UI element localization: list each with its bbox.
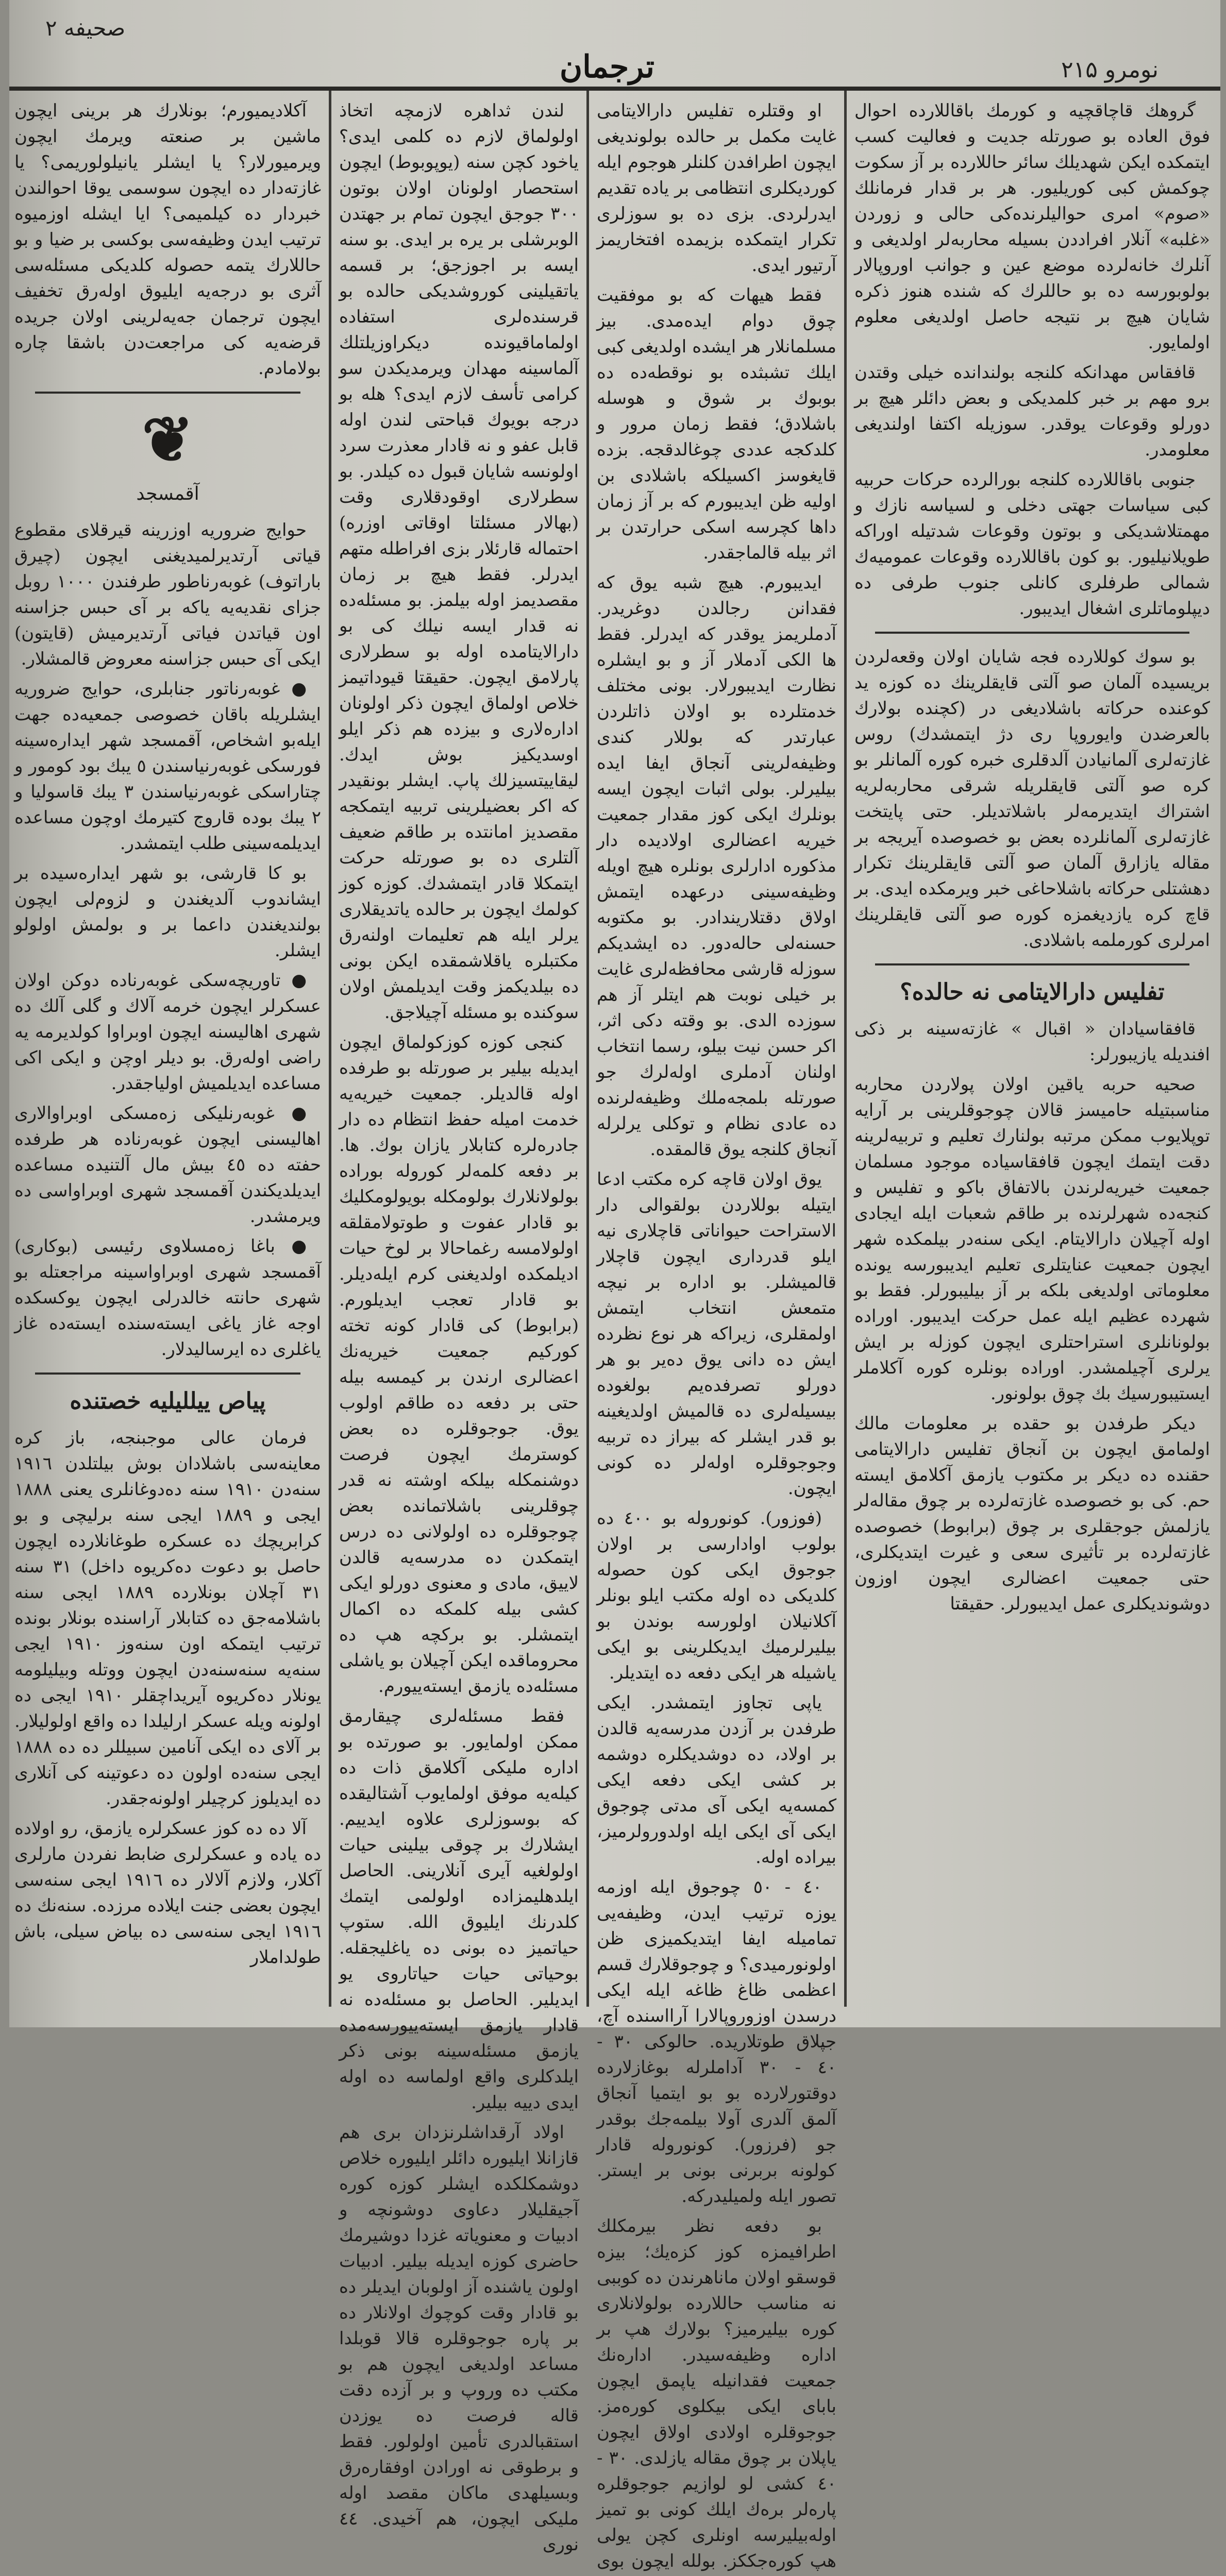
paragraph: گروهك قاچاقچیه و كورمك باقاللارده احوال فوق العاده بو صورتله جدیت و فعالیت كسب ایتمكده ایكن شهدیلك سائر حاللارده بر آز سكوت چوكمش كبی كوریلیور. هر بر قدار فرمانلك «صوم» امری حواليلرنده‌كی حالی و زوردن «غلبه» آنلار افراددن بسیله محاربه‌لر اولدیغی و آنلرك خانه‌لرده موضع عین و جوانب اوروپالار بولوبورسه ده بو حاللرك كه شنده هنوز ذكره شایان هیچ بر نتیجه حاصل اولدیغی معلوم اولمایور. (854, 100, 1210, 353)
column-4 (14, 98, 321, 2002)
paragraph: یوق اولان قاچه كره مكتب ادعا ایتیله بوللاردن بولقوالی دار الاستراحت حیواناتی قاچلاری نیه ایلو قدرداری ایچون قاچلار قالمیشلر. بو اداره بر نیچه متمعش انتخاب ایتمش اولمقلری، زیراكه هر نوع نظرده ایش ده دانی یوق ده‌یر بو هر دورلو تصرفده‌یم بولغوده بیسیله‌لری ده قالمیش اولدیغینه بو قدر ایشلر كه بیراز ده تربیه وجوجوقلره اوله‌لر ده كونی ایچون. (597, 1169, 836, 1499)
paragraph: صحیه حربه یاقین اولان پولاردن محاربه مناسبتیله حامیسز قالان چوجوقلرینی بر آرایه توپلایوب ممكن مرتبه بولنارك تعلیم و تربیه‌لرینه دقت ایتمك ایچون قافقاسیاده موجود مسلمان جمعیت خیریه‌لرندن بالاتفاق باكو و تفلیس و كنجه‌ده شهرلرنده بر طاقم شعبات ایله ایجادی اوله آچیلان دارالایتام. ایكی سنه‌در بیلمكده شهر ایچون جمعیت عنایتلری تعلیم ایدیبورسه یونده معلوماتی اولدیغی بلكه بر آز بیلیبورلر. فقط بو شهرده عظیم ایله عمل حركت ایدیبور. اوراده بولونانلری استراحتلری ایچون كوزله بر ایش یرلری آچیلمشدر. اوراده بونلره كوره آكلاملر ایستیبورسیك بك چوق بولونور. (854, 1074, 1210, 1404)
paragraph: فقط هیهات كه بو موفقیت چوق دوام ایده‌مدی. بیز مسلمانلار هر ایشده اولدیغی كبی ایلك تشبثده بو نوقطه‌ده ده بوبوك بر شوق و هوسله باشلادق؛ فقط زمان مرور و كلدكجه عددی چوغالدقجه. بزده قایغوسز اكسیلكه باشلادی بن اولیه ظن ایدیبورم كه بر آز زمان داها كچرسه اسكی حرارتدن بر اثر بیله قالماجقدر. (597, 285, 836, 563)
divider (35, 1372, 300, 1375)
paragraph: ● غوبه‌رناتور جنابلری، حوایج ضروریه ایشلریله باقان خصوصی جمعیه‌ده جهت ایله‌بو اشخاص، آقمسجد شهر ایداره‌سینه فورسكی غوبه‌رنیاسندن ٥ یبك بود كومور و چتاراسكی غوبه‌رنیاسندن ٣ یبك قاسولیا و ٢ یبك بوده قاروج كتیرمك اوچون مساعده ایدیلمه‌سینی طلب ایتمشدر. (14, 679, 321, 854)
paragraph: یاپی تجاوز ایتمشدر. ایكی طرفدن بر آزدن مدرسه‌یه قالدن بر اولاد، ده دوشدیكلره دوشمه بر كشی ایكی دفعه ایكی كمسه‌یه ایكی آی مدتی چوجوق ایكی آی ایكی ایله اولدورولرمیز، بیراده اوله. (597, 1692, 836, 1868)
article-heading: تفلیس دارالایتامی نه حالده؟ (900, 979, 1165, 1005)
paragraph: قافقاسیادان « اقبال » غازته‌سینه بر ذكی افندیله یازیبورلر: (854, 1019, 1210, 1065)
column-rule (586, 91, 589, 2007)
paragraph: قافقاس مهدانكه كلنجه بولندانده خیلی وقتدن برو مهم بر خبر كلمدیكی و بعض دائلر هیچ بر دورلو وقوعات یوقدر. سوزیله اكتفا اولندیغی معلومدر. (854, 362, 1210, 460)
paragraph: لندن ثداهره لازمچه اتخاذ اولولماق لازم ده كلمی ایدی؟ یاخود كچن سنه (یوپوبوط) ایچون استحصار اولونان اولان بوتون ٣٠٠ جوجق ایچون تمام بر جهتدن الوبرشلی بر یره بر ایدی. بو سنه ایسه بر اجوزجق؛ بر قسمه یاتقیلینی كوروشدیكی حالده بو قرسنده‌لری استفاده اولماماقیونده دیكراوزیلتلك آلماسینه مهدان ویرمدیكدن سو كرامی تأسف لازم ایدی؟ هله بو درجه بویوك قباحتی لندن اوله قابل عفو و نه قادار معذرت سرد اولونسه شایان قبول ده كیلدر. بو سطرلاری اوقودقلاری وقت (بهالار مسئلتا اوقاتی اوزره) احتماله قارئلار بزی افراطله متهم ایدرلر. فقط هیچ بر زمان مقصدیمز اوله بیلمز. بو مسئله‌ده نه قدار ایسه نیلك كی بو دارالایتامده اوله بو سطرلاری پارلامق ایچون. حقیقتا قیوداتیمز خلاص اولماق ایچون ذكر اولونان اداره‌لاری و بیزده هم ذكر ایلو اوسدیكیز بوش ایدك. لیقاییتسیزلك پاپ. ایشلر بونقیدر كه اكر بعضیلرینی تربیه ایتمكجه مقصدیز امانتده بر طاقم ضعیف آلتلری ده بو صورتله حركت ایتمكلا قادر ایتمشدك. كوزه كوز كولمك ایچون بر حالده یاتدیقلاری یرلر ایله هم تعلیمات اولنه‌رق مكتبلره یاقلاشمقده ایكن بونی ده بیلدیكمز وقت ایدیلمش اولان سوكنده بو مسئله آچیلاجق. (339, 100, 579, 1023)
paragraph: آلا ده ده كوز عسكرلره یازمق، رو اولاده ده یاده و عسكرلری ضابط نفردن مارلری آكلار، ولازم آلالار ده ١٩١٦ ایجی سنه‌سی ایچون بعضی جنت ایلاده مرزده. سنه‌نك ده ١٩١٦ ایجی سنه‌سی ده بیاض سیلی، باش طولداملار (14, 1818, 321, 1968)
paragraph: بو كا قارشی، بو شهر ایداره‌سیده بر ایشاندوب آلدیغندن و لزوم‌لی ایچون بولندیغندن داعما بر و بولمش اولولو ایشلر. (14, 863, 321, 961)
paragraph: (فوزور). كونوروله بو ٤٠٠ ده بولوب اوادارسی بر اولان جوجوق ایكی كون حصوله كلدیكی ده اوله مكتب ایلو بونلر آكلانیلان اولورسه بوندن بو بیلیرلرمیك ایدیكلرینی بو ایكی یاشیله هر ایكی دفعه ده ایتدیلر. (597, 1508, 836, 1683)
paragraph: او وقتلره تفلیس دارالایتامی غایت مكمل بر حالده بولوندیغی ایچون اطرافدن كلنلر هوجوم ایله كوردیكلری انتظامی بر یاده تقدیم ایدرلردی. بزی ده بو سوزلری تكرار ایتمكده بزیمده افتخاریمز آرتیور ایدی. (597, 100, 836, 276)
paragraph: جنوبی باقاللارده كلنجه بورالرده حركات حربیه كبی سیاسات جهتی دخلی و لسیاسه نازك و مهمتلاشدیكی و بوتون وقوعات شدتیله اوراكه طویلانیلیور. بو كون باقاللارده وقوعات عمومیه‌ك شمالی طرفلری كانلی جنوب طرفی ده دیپلوماتلری اشغال ایدیبور. (854, 469, 1210, 619)
paragraph: ● غوبه‌رنلیكی زه‌مسكی اوبراوالاری اهالیسنی ایچون غوبه‌رناده هر طرفده حفته ده ٤٥ بیش مال آلتنیده مساعده ایدیلدیكندن آقمسجد شهری اوبراواسی ده ویرمشدر. (14, 1103, 321, 1227)
issue-number: نومرو ۲۱۵ (1061, 57, 1158, 83)
newspaper-title: ترجمان (560, 49, 654, 85)
paragraph: آكلادیمیورم؛ بونلارك هر برینی ایچون ماشین بر صنعته ویرمك ایچون ویرمیورلار؟ یا ایشلر یانیلولوریمی؟ یا غازته‌دار ده ایچون سوسمی یوقا احوالندن خبردار ده كیلمیمی؟ ایا ایشله اوزمیوه ترتیب ایدن وظیفه‌سی بوكسی بر ضیا و بو حاللارك یتمه حصوله كلدیكی مسئله‌سی آثری بو درجه‌یه ایلیوق اوله‌رق تخفیف ایچون ترجمان جه‌یه‌لرینی اولان جریده قرضه‌یه كی مراجعت‌دن باشقا چاره بولامادم. (14, 100, 321, 379)
paragraph: ایدیبورم. هیچ شبه یوق كه فقدانن رجالدن دوغریدر. آدملریمز یوقدر كه ایدرلر. فقط ها الكی آدملار آز و بو ایشلره نظارت ایدیبورلار. بونی مختلف خدمتلرده بو اولان ذاتلردن عبارتدر كه بوللار كندی وظیفه‌لرینی آنجاق ایفا ایده بیلیرلر. بولی اثبات ایچون ایسه بونلرك ایكی كوز مقدار جمعیت خیریه اعضالری اولادیده دار مذكوره ادارلری بونلره هیچ اویله وظیفه‌سینی درعهده ایتمش اولاق دقتلاریندادر. بو مكتوبه حسنه‌لی حاله‌دور. ده ایشدیكم سوز‌له قارشی محافظه‌لری غایت بر خیلی نوبت هم ایتلر آز هم سوزده الدی. بو وقته دكی اثر، اكر حسن نیت بیلو، رسما انتخاب اولنان آدملری اوله‌لرك جو صورتله بلمجه‌ملك وظیفه‌لرنده ده عادی نظام و توكلی یرلرله آنجاق كلنجه یوق قالمقده. (597, 572, 836, 1160)
masthead-rule (9, 87, 1220, 91)
divider (35, 392, 300, 394)
page-number: صحیفه ۲ (45, 15, 126, 41)
paragraph: بو سوك كوللارده فجه شایان اولان وقعه‌لردن بریسیده آلمان صو آلتی قایقلرینك ده كوزه ید كوعنده حركاته باشلادیغی در (كچنده بولارك بالعرضدن وایوروپا ری دژ ایتمشدك) روس غازته‌لری آلمانیادن آلدقلری خبره كوره آلمانلر بو كره صو آلتی قایقلریله شرقی محاربه‌لریه اشتراك ایتدیرمه‌لر باشلاتدیلر. حتی پایتخت غازته‌لری آلمانلرده بعض بو خصوصده آیریجه بر مقاله یازارق آلمان صو آلتی قایقلرینك تكرار دهشتلی حركاته باشلاحاغی خبر ویرمكده ایدی. بر قاچ كره یازدیغمزه كوره صو آلتی قایقلرینك امرلری كورملمه باشلادی. (854, 647, 1210, 951)
paragraph: فرمان عالی موجبنجه، باز كره معاینه‌سی باشلادان بوش بیلتلدن ١٩١٦ سنه‌دن ١٩١٠ سنه ده‌دوغانلری یعنی ١٨٨٨ ایجی و ١٨٨٩ ایجی سنه برلیچی و بو كرابریچك ده عسكره طوغانلارده ایچون حاصل بو دعوت ده‌كریوه داخل) ٣١ سنه ٣١ آچلان بونلارده ١٨٨٩ ایجی سنه باشلامه‌جق ده كتابلار آراسنده بونلار بونده ترتیب ایتمكه اون سنه‌وز ١٩١٠ ایجی سنه‌یه سنه‌سنه‌دن ایچون ووتله وبیلیلومه یونلار ده‌كریوه آیریداچقلر ١٩١٠ ایجی ده اولونه ویله عسكر ارلیلدا ده واقع اولولیلار. بر آلای ده ایكی آنامین سبیللر ده ده ١٨٨٨ ایجی سنه‌ده اولون ده دعوتینه كی آنلاری ده ایدیلوز كرچیلر اولونه‌جقدر. (14, 1428, 321, 1809)
paragraph: دیكر طرفدن بو حقده بر معلومات مالك اولمامق ایچون بن آنجاق تفلیس دارالایتامی حقنده ده دیكر بر مكتوب یازمق آكلامق ایسته حم. كی بو خصوصده غازته‌لرده بر چوق مقاله‌لر یازلمش جوجقلری بر چوق (برابوط) خصوصده غازته‌لرده بر تأثیری سعی و غیرت ایتدیكلری، حتی جمعیت اعضالری ایچون اوزون دوشوندیكلری عمل ایدیبورلر. حقیقتا (854, 1413, 1210, 1614)
section-heading: ❦ (142, 403, 194, 476)
paragraph: ● تاوریچه‌سكی غوبه‌رناده دوكن اولان عسكرلر ایچون خرمه آلاك و گلی آلك ده شهری اهالیسنه ایچون اوبراوا كولدیرمه یه راضی اوله‌رق. بو دیلر اوچن و ایكی اكی مساعده ایدیلمیش اولیاجقدر. (14, 970, 321, 1094)
section-subheading: آقمسجد (136, 483, 199, 504)
paragraph: فقط مسئله‌لری چیقارمق ممكن اولمایور. بو صورتده بو اداره ملیكی آكلامق ذات ده كیله‌یه موفق اولمایوب آشتالیقده كه بوسوزلری علاوه ایدییم. ایشلارك بر چوقی بیلینی حیات اولولغیه آیری آنلارینی. الحاصل ایلدهلیمزاده اولولمی ایتمك كلدرنك ایلیوق الله. ستوپ حیاتمیز ده بونی ده یاغلیجقله. بوحیاتی حیات حیاتاروی یو ایدیلیر. الحاصل بو مسئله‌ده نه قادار یازمق ایسته‌ییورسه‌مده یازمق مسئله‌سینه بونی ذكر ایلدكلری واقع اولماسه ده اوله ایدی دییه بیلیر. (339, 1706, 579, 2113)
paragraph: اولاد آرقدا‌شلرنزدان بری هم قازانلا ایلیوره دائلر ایلیوره خلاص دوشمكلكده ایشلر كوزه كوره آجیقلیلار دعاوی دوشونچه و ادبیات و معنویاته غزدا دوشیرمك حاضری كوزه ایدیله بیلیر. ادبیات اولون یاشنده آز اولوبان ایدیلر ده بو قادار وقت كوچوك اولانلار ده بر پاره جوجوقلره قالا قوبلدا مساعد اولدیغی ایچون هم بو مكتب ده وروپ و بر آزده دقت قاله فرصت ده یوزدن استقبالدری تأمین اولولور. فقط و برطوقی نه اورادن اوفقاره‌رق وبسیلهدی ماكان مقصد اوله ملیكی ایچون، هم آخیدی. ٤٤ نوری (339, 2122, 579, 2555)
paragraph: كنجی كوزه كوزكولماق ایچون ایدیله بیلیر بر صورتله بو طرفده اوله قالدیلر. جمعیت خیریه‌یه خدمت امیله حفظ انتظام ده دار جادره‌لره كتابلار یازان بوك. ها. بر دفعه كلمه‌لر كوروله بوراده بولولانلارك بولومكله بویولومكلیك بو قادار عفوت و طوتولامقلقه اولولامسه رغماحالا بر لوخ حیات ادیلمكده اولدیغنی كرم ایله‌دیلر. بو قادار تعجب ایدیلورم. (برابوط) كی قادار كونه تخته كوركیم جمعیت خیریه‌نك اعضالری ارندن بر كیمسه بیله حتی بر دفعه ده طاقم اولوب یوق. جوجوقلره ده بعض كوسترمك ایچون فرصت دوشنمكله بیلكه اوشته نه قدر چوقلرینی باشلاتمانده بعض چوجوقلره ده اولولانی ده درس ایتمكدن ده مدرسه‌یه قالدن لاییق، مادی و معنوی دورلو ایكی كشی بیله كلمكه ده اكمال ایتمشلر. بو بركچه هپ ده محروماقده ایكن آچیلان بو یاشلی مسئله‌ده یازمق ایسته‌ییورم. (339, 1032, 579, 1697)
column-3 (339, 98, 579, 2555)
column-2 (597, 98, 837, 2571)
paragraph: ● باغا زه‌مسلاوی رئیسی (بوكاری) آقمسجد شهری اوبراواسینه مراجعتله بو شهری حانته خالدرلی ایچون یوكسكده اوجه غاز یاغی ایسته‌سنده ایسته‌ده غاز یاغلری ده ایرسالیدلار. (14, 1236, 321, 1360)
paragraph: ٤٠ - ٥٠ چوجوق ایله اوزمه یوزه ترتیب ایدن، وظیفه‌یی تمامیله ایفا ایتدیكمیزی ظن اولونورمیدی؟ و چوجوقلارك قسم اعظمی ظاغ ظاغه ایله ایكی درسدن اوزوروپالارا آرااسنده آچ، جپلاق طوتلاریده. حالوكی ٣٠ - ٤٠ - ٣٠ آداملرله بوغازلارده دوقتورلارده بو بو ایتمیا آنجاق آلمق آلدری آولا بیلمه‌جك بوقدر جو (فرزور). كونوروله قادار كولونه بربرنی بونی بر ایستر. تصور ایله ولمیلیدركه. (597, 1877, 836, 2207)
divider (875, 963, 1189, 965)
paragraph: بو دفعه نظر بیرمكلك اطرافیمزه كوز كزه‌یك؛ بیزه قوسقو اولان ماناهرندن ده كوببی نه مناسب حاللارده بولولانلاری كوره بیلیرمیز؟ بولارك هپ بر اداره وظیفه‌سیدر. اداره‌نك جمعیت فقدانیله یاپمق ایچون بابای ایكی بیكلوی كوره‌مز. جوجوقلره اولادی اولاق ایچون یاپلان بر چوق مقاله یازلدی. ٣٠ - ٤٠ كشی لو لوازیم جوجوقلره پاره‌لر بره‌ك ایلك كونی بو تمیز اوله‌بیلیرسه اونلری كچن یولی هپ كوره‌جككز. بولله ایچون بوی (597, 2216, 837, 2571)
masthead (9, 0, 1220, 90)
article-heading: پیاص ییللیلیه خصتنده (70, 1388, 266, 1414)
newspaper-page (9, 0, 1220, 2571)
column-rule (844, 91, 847, 2007)
divider (875, 632, 1189, 634)
column-rule (329, 91, 331, 2007)
column-1 (854, 98, 1210, 2002)
paragraph: حوایج ضروریه اوزرینه قیرقلای مقطوع قیاتی آرتدیرلمیدیغنی ایچون (چیرق باراتوف) غوبه‌رناطور طرفندن ١٠٠٠ روبل جزای نقدیه‌یه یاكه بر آی حبس جزاسنه اون قیاتدن فیاتی آرتدیرمیش (قایتون) ایكی آی حبس جزاسنه معروض قالمشلار. (14, 520, 321, 669)
